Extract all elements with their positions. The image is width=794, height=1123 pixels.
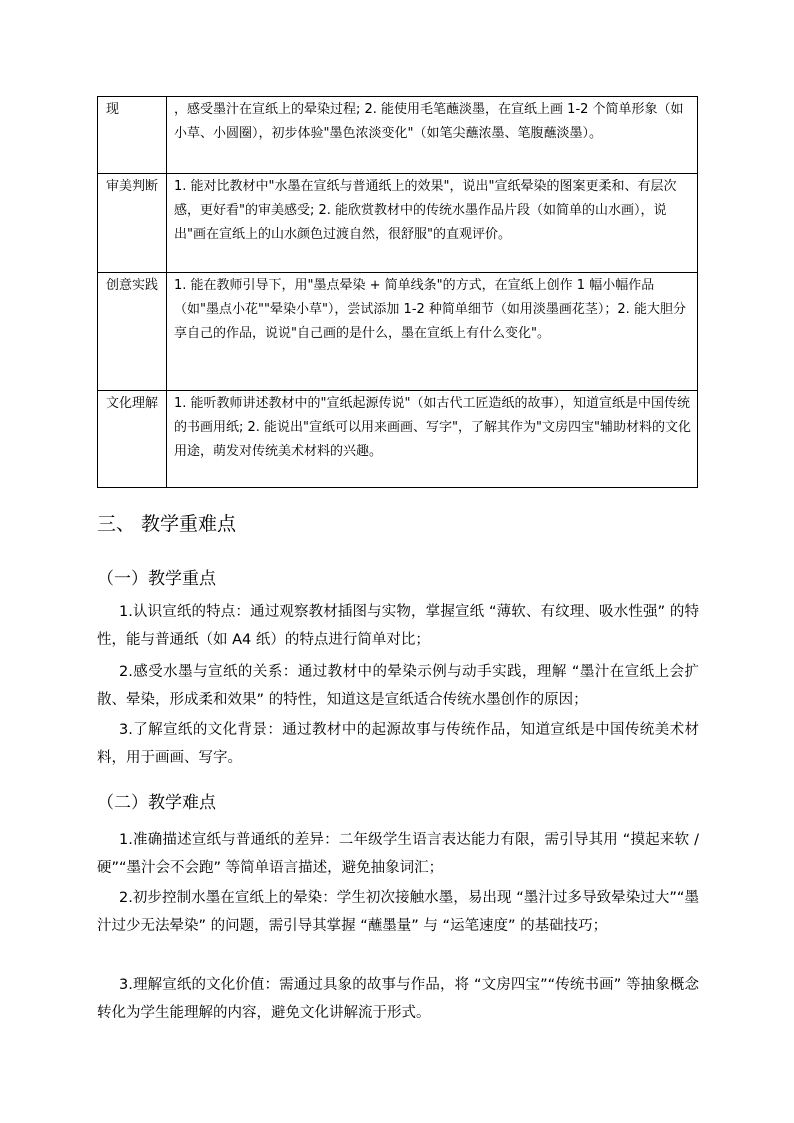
row-label: 创意实践: [106, 278, 159, 293]
row-content: 1. 能对比教材中"水墨在宣纸与普通纸上的效果"，说出"宣纸晕染的图案更柔和、有层次感，更好看"的审美感受; 2. 能欣赏教材中的传统水墨作品片段（如简单的山水画），说出"画在宣纸上的山水颜色过渡自然，很舒服"的直观评价。: [174, 179, 677, 242]
row-label: 文化理解: [106, 396, 159, 411]
row-content: ，感受墨汁在宣纸上的晕染过程; 2. 能使用毛笔蘸淡墨，在宣纸上画 1-2 个简单形象（如小草、小圆圈），初步体验"墨色浓淡变化"（如笔尖蘸浓墨、笔腹蘸淡墨）。: [174, 102, 684, 141]
table-row: [98, 97, 698, 174]
key-points-heading: （一）教学重点: [97, 569, 216, 589]
row-label-cell: [98, 391, 167, 488]
difficulty-item: 1.准确描述宣纸与普通纸的差异：二年级学生语言表达能力有限，需引导其用 “摸起来软 / 硬”“墨汁会不会跑” 等简单语言描述，避免抽象词汇；: [97, 832, 699, 876]
row-label-cell: [98, 273, 167, 391]
row-content-cell: [167, 174, 698, 273]
table-row: [98, 273, 698, 391]
row-content-cell: [167, 273, 698, 391]
row-label-cell: [98, 174, 167, 273]
core-literacy-table: [97, 96, 698, 488]
row-label: 审美判断: [106, 179, 159, 194]
table-row: [98, 174, 698, 273]
row-content: 1. 能听教师讲述教材中的"宣纸起源传说"（如古代工匠造纸的故事），知道宣纸是中国传统的书画用纸; 2. 能说出"宣纸可以用来画画、写字"，了解其作为"文房四宝"辅助材料的文化用途，萌发对传统美术材料的兴趣。: [174, 396, 691, 459]
row-content-cell: [167, 97, 698, 174]
section-heading: 三、 教学重难点: [97, 513, 237, 535]
difficulty-item: 2.初步控制水墨在宣纸上的晕染：学生初次接触水墨，易出现 “墨汁过多导致晕染过大”“墨汁过少无法晕染” 的问题，需引导其掌握 “蘸墨量” 与 “运笔速度” 的基础技巧；: [97, 890, 699, 934]
difficulty-item: 3.理解宣纸的文化价值：需通过具象的故事与作品，将 “文房四宝”“传统书画” 等抽象概念转化为学生能理解的内容，避免文化讲解流于形式。: [97, 977, 699, 1021]
key-point-item: 1.认识宣纸的特点：通过观察教材插图与实物，掌握宣纸 “薄软、有纹理、吸水性强” 的特性，能与普通纸（如 A4 纸）的特点进行简单对比；: [97, 604, 699, 648]
row-content-cell: [167, 391, 698, 488]
row-label-cell: [98, 97, 167, 174]
row-content: 1. 能在教师引导下，用"墨点晕染 + 简单线条"的方式，在宣纸上创作 1 幅小幅作品（如"墨点小花""晕染小草"），尝试添加 1-2 种简单细节（如用淡墨画花茎）；2. 能大胆分享自己的作品，说说"自己画的是什么，墨在宣纸上有什么变化"。: [174, 278, 686, 341]
row-label: 现: [106, 102, 120, 117]
key-point-item: 3.了解宣纸的文化背景：通过教材中的起源故事与传统作品，知道宣纸是中国传统美术材料，用于画画、写字。: [97, 722, 699, 766]
difficulties-heading: （二）教学难点: [97, 793, 216, 813]
key-point-item: 2.感受水墨与宣纸的关系：通过教材中的晕染示例与动手实践，理解 “墨汁在宣纸上会扩散、晕染，形成柔和效果” 的特性，知道这是宣纸适合传统水墨创作的原因；: [97, 664, 699, 708]
table-row: [98, 391, 698, 488]
